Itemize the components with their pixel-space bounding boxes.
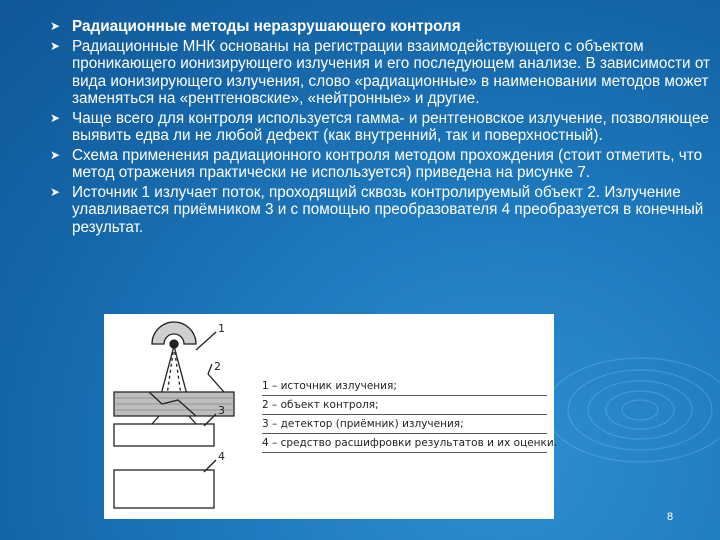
legend-row: 1 – источник излучения; [262,377,547,396]
bullet-text: Схема применения радиационного контроля методом прохождения (стоит отметить, что метод отражения практически не используется) приведена на рисунке 7. [72,146,703,181]
arrowhead-bullet-icon: ➤ [50,184,61,199]
legend-row: 3 – детектор (приёмник) излучения; [262,415,547,434]
arrowhead-bullet-icon: ➤ [50,38,61,53]
decoder-shape [114,470,214,508]
bullet-text: Чаще всего для контроля используется гамма- и рентгеновское излучение, позволяющее выявить едва ли не любой дефект (как внутренний, так и поверхностный). [72,109,709,144]
bullet-item [50,184,710,237]
legend-row: 4 – средство расшифровки результатов и их оценки. [262,434,547,453]
bullet-item [50,147,710,182]
bullet-item-title [50,18,710,36]
detector-shape [114,424,214,446]
bullet-item [50,110,710,145]
arrowhead-bullet-icon: ➤ [50,110,61,125]
bullet-item [50,38,710,108]
figure-legend [262,377,558,453]
legend-row: 2 – объект контроля; [262,396,547,415]
callout-4: 4 [218,450,225,463]
callout-1: 1 [218,322,225,335]
arrowhead-bullet-icon: ➤ [50,19,61,33]
slide-content [50,18,710,238]
bullet-list [50,18,710,236]
bullet-text: Источник 1 излучает поток, проходящий сквозь контролируемый объект 2. Излучение улавливается приёмником 3 и с помощью преобразователя 4 преобразуется в конечный результат. [72,183,704,236]
radiography-scheme-figure [104,314,558,519]
bullet-text: Радиационные МНК основаны на регистрации взаимодействующего с объектом проникающего ионизирующего излучения и его последующем анализе. В зависимости от вида ионизирующего излучения, слово «радиационные» в наименовании методов может заменяться на «рентгеновские», «нейтронные» и другие. [72,37,711,107]
callout-2: 2 [214,360,221,373]
page-number: 8 [667,511,674,523]
callout-3: 3 [218,404,225,417]
arrowhead-bullet-icon: ➤ [50,147,61,162]
bullet-text: Радиационные методы неразрушающего контроля [72,18,461,35]
